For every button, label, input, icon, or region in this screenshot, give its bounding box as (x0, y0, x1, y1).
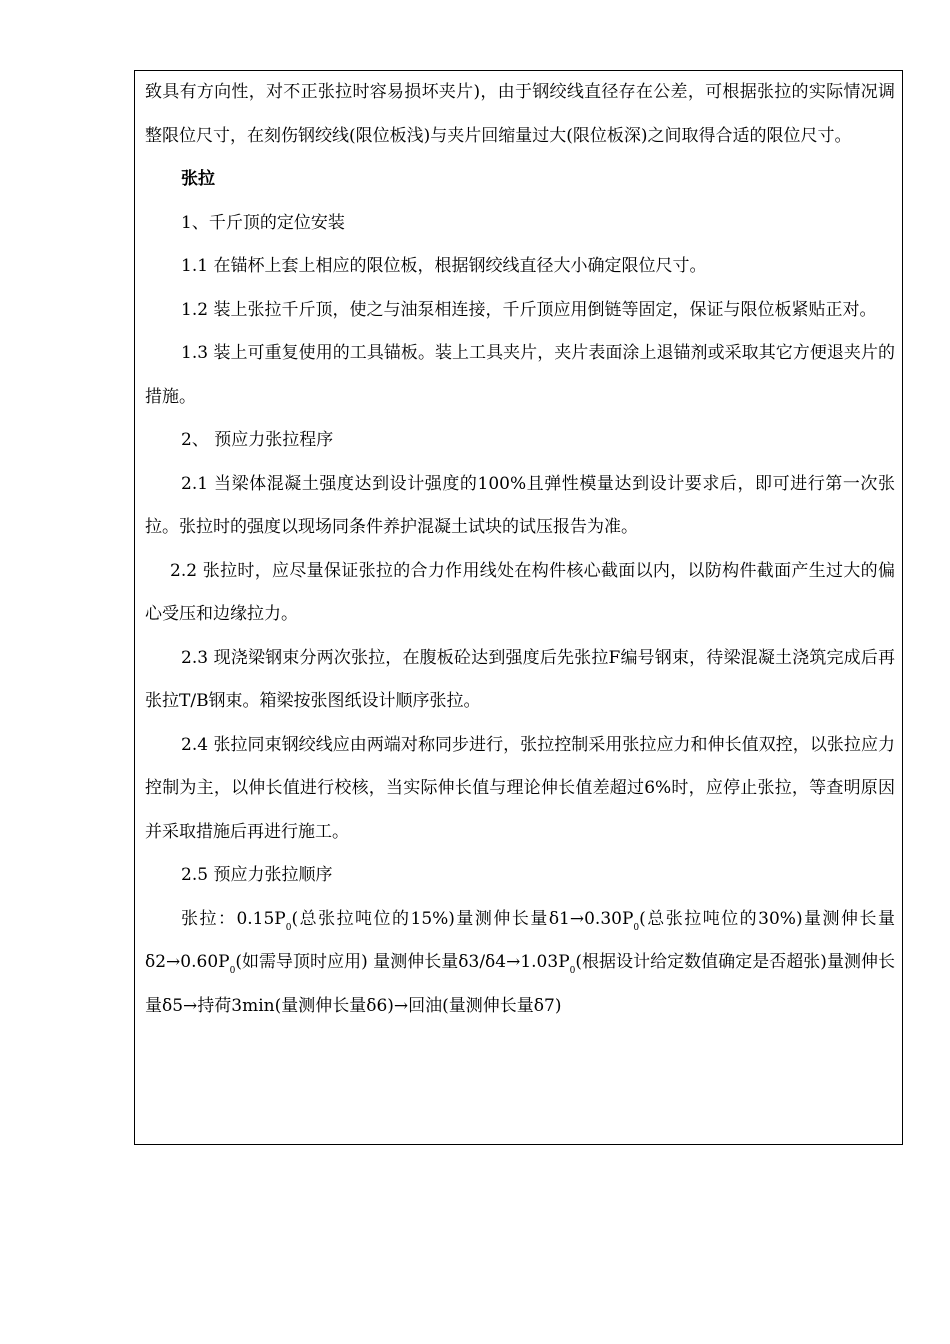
sequence-subscript-3: 0 (229, 966, 236, 976)
item-2-5: 2.5 预应力张拉顺序 (181, 865, 333, 885)
item-2-1: 2.1 当梁体混凝土强度达到设计强度的100%且弹性模量达到设计要求后，即可进行第一次张拉。张拉时的强度以现场同条件养护混凝土试块的试压报告为准。 (145, 473, 895, 537)
sequence-part-5: (根据设计给定数值确定是否超张)量测伸长量δ5→持荷3min(量测伸长量δ6)→回油(量测伸长量δ7) (145, 952, 896, 1016)
item-2-3: 2.3 现浇梁钢束分两次张拉，在腹板砼达到强度后先张拉F编号钢束，待梁混凝土浇筑完成后再张拉T/B钢束。箱梁按张图纸设计顺序张拉。 (145, 647, 895, 711)
item-1-title: 1、千斤顶的定位安装 (181, 212, 345, 233)
tension-sequence (145, 898, 895, 1029)
sequence-part-3: (总张拉吨位的30%)量测伸长量δ2→0.60P (145, 908, 895, 972)
sequence-subscript-2: 0 (633, 922, 640, 933)
sequence-subscript-4: 0 (569, 966, 576, 976)
section-heading: 张拉 (181, 169, 215, 189)
sequence-part-4: (如需导顶时应用) 量测伸长量δ3/δ4→1.03P (235, 952, 570, 972)
sequence-part-2: (总张拉吨位的15%)量测伸长量δ1→0.30P (291, 908, 634, 929)
sequence-part-1: 张拉：0.15P (181, 908, 286, 929)
sequence-subscript-1: 0 (285, 922, 292, 933)
intro-paragraph: 致具有方向性，对不正张拉时容易损坏夹片)，由于钢绞线直径存在公差，可根据张拉的实际情况调整限位尺寸，在刻伤钢绞线(限位板浅)与夹片回缩量过大(限位板深)之间取得合适的限位尺寸。 (145, 82, 895, 146)
document-body (145, 71, 895, 1028)
document-table-frame (134, 70, 903, 1145)
item-2-title: 2、 预应力张拉程序 (181, 430, 334, 450)
item-1-2: 1.2 装上张拉千斤顶，使之与油泵相连接，千斤顶应用倒链等固定，保证与限位板紧贴正对。 (181, 299, 877, 320)
item-2-2: 2.2 张拉时，应尽量保证张拉的合力作用线处在构件核心截面以内，以防构件截面产生过大的偏心受压和边缘拉力。 (145, 560, 895, 624)
item-1-1: 1.1 在锚杯上套上相应的限位板，根据钢绞线直径大小确定限位尺寸。 (181, 256, 707, 276)
item-2-4: 2.4 张拉同束钢绞线应由两端对称同步进行，张拉控制采用张拉应力和伸长值双控，以张拉应力控制为主，以伸长值进行校核，当实际伸长值与理论伸长值差超过6%时，应停止张拉，等查明原因并采取措施后再进行施工。 (145, 734, 895, 842)
item-1-3: 1.3 装上可重复使用的工具锚板。装上工具夹片，夹片表面涂上退锚剂或采取其它方便退夹片的措施。 (145, 343, 895, 407)
